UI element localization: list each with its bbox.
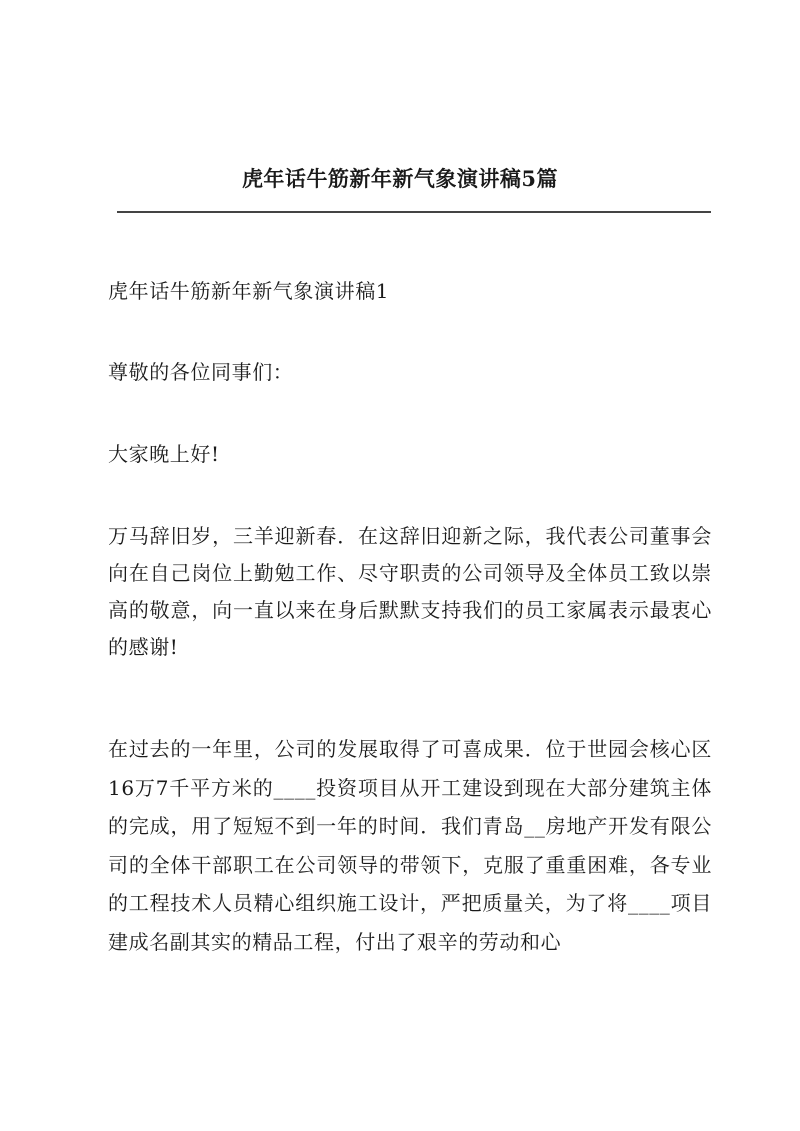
section-heading: 虎年话牛筋新年新气象演讲稿1: [108, 279, 390, 303]
body-paragraph: 在过去的一年里，公司的发展取得了可喜成果．位于世园会核心区16万7千平方米的____投资项目从开工建设到现在大部分建筑主体的完成，用了短短不到一年的时间．我们青岛__房地产开发有限公司的全体干部职工在公司领导的带领下，克服了重重困难，各专业的工程技术人员精心组织施工设计，严把质量关，为了将____项目建成名副其实的精品工程，付出了艰辛的劳动和心: [108, 737, 712, 954]
greeting: 大家晚上好!: [108, 442, 220, 466]
document-title: 虎年话牛筋新年新气象演讲稿5篇: [241, 166, 559, 191]
salutation: 尊敬的各位同事们：: [108, 360, 294, 384]
title-divider: [117, 211, 711, 213]
body-paragraph: 万马辞旧岁，三羊迎新春．在这辞旧迎新之际，我代表公司董事会向在自己岗位上勤勉工作、尽守职责的公司领导及全体员工致以崇高的敬意，向一直以来在身后默默支持我们的员工家属表示最衷心的感谢!: [108, 524, 712, 659]
